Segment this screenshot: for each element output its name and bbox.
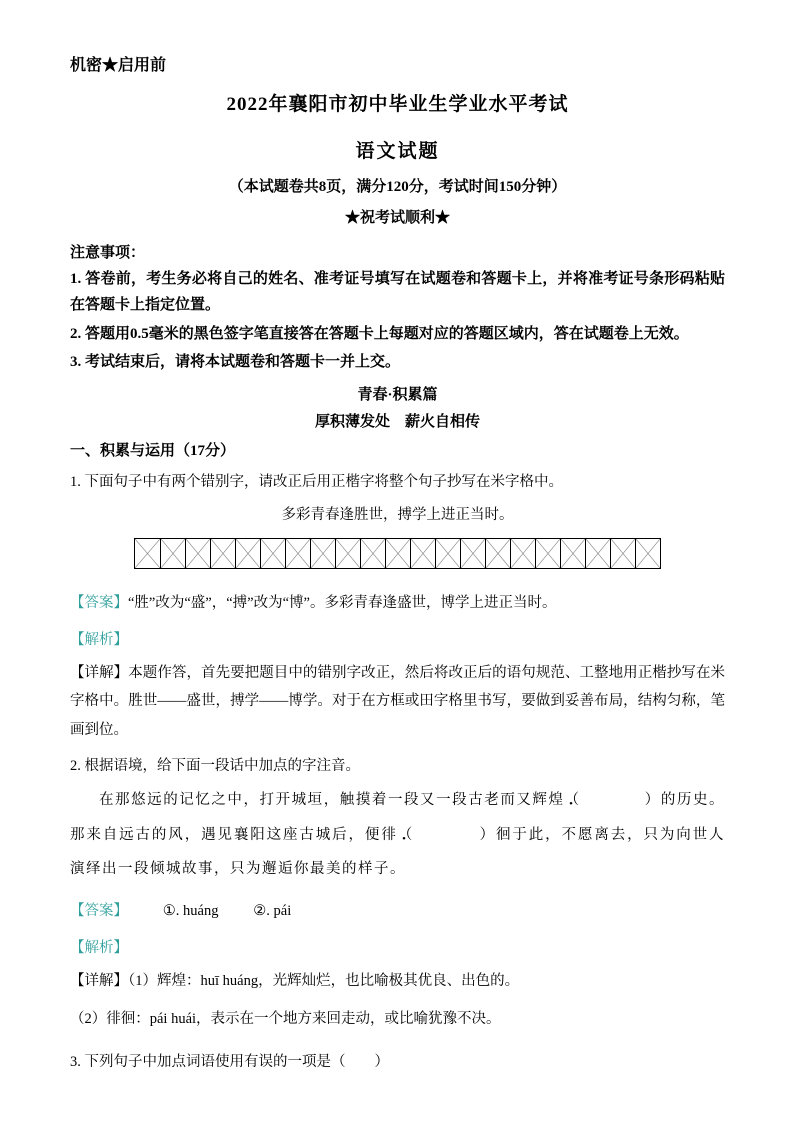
- grid-cell: [210, 539, 235, 568]
- grid-cell: [160, 539, 185, 568]
- notice-item-3: 3. 考试结束后，请将本试题卷和答题卡一并上交。: [70, 353, 401, 370]
- grid-cell: [585, 539, 610, 568]
- grid-cell: [360, 539, 385, 568]
- section-subtitle: 厚积薄发处 薪火自相传: [314, 414, 480, 430]
- answer-label: 【答案】: [70, 595, 128, 611]
- practice-sentence: 多彩青春逢胜世，搏学上进正当时。: [281, 507, 514, 523]
- analysis-label: 【解析】: [70, 940, 128, 957]
- grid-cell: [460, 539, 485, 568]
- section-title: 青春·积累篇: [357, 387, 438, 403]
- grid-cell: [385, 539, 410, 568]
- question-3-prompt: 3. 下列句子中加点词语使用有误的一项是（ ）: [70, 1053, 389, 1070]
- grid-cell: [485, 539, 510, 568]
- q1-detail-text: 【详解】本题作答，首先要把题目中的错别字改正，然后将改正后的语句规范、工整地用正楷抄写在米字格中。胜世——盛世，搏学——博学。对于在方框或田字格里书写，要做到妥善布局，结构匀称，笔画到位。: [70, 665, 725, 738]
- grid-cell: [510, 539, 535, 568]
- grid-cell: [610, 539, 635, 568]
- part-heading: 一、积累与运用（17分）: [70, 443, 236, 459]
- pinyin-answer-2: ②. pái: [253, 903, 292, 920]
- q2-detail-text-1: 【详解】（1）辉煌：huī huáng，光辉灿烂，也比喻极其优良、出色的。: [70, 973, 520, 990]
- subject-title: 语文试题: [355, 141, 440, 162]
- passage-text-1: 在那悠远的记忆之中，打开城垣，触摸着一段又一段古老而又辉: [99, 791, 549, 808]
- notice-item-1: 1. 答卷前，考生务必将自己的姓名、准考证号填写在试题卷和答题卡上，并将准考证号条形码粘贴在答题卡上指定位置。: [70, 271, 725, 314]
- grid-cell: [335, 539, 360, 568]
- classification-label: 机密★启用前: [70, 57, 167, 74]
- dotted-character-huang: 煌: [548, 791, 565, 808]
- writing-grid: [134, 538, 661, 569]
- passage-text-3: （ ）徊于此，不愿离去，只为向世人演绎出一段倾城故事，只为邂逅你最美的样子。: [70, 826, 726, 878]
- q2-passage: [70, 783, 725, 887]
- q2-answer-line: [70, 899, 725, 920]
- grid-cell: [285, 539, 310, 568]
- notice-item-2: 2. 答题用0.5毫米的黑色签字笔直接答在答题卡上每题对应的答题区域内，答在试题卷上无效。: [70, 325, 689, 342]
- grid-cell: [185, 539, 210, 568]
- q1-analysis-line: [70, 628, 725, 649]
- q2-analysis-line: [70, 936, 725, 957]
- grid-cell: [560, 539, 585, 568]
- grid-cell: [135, 539, 160, 568]
- question-1-prompt: 1. 下面句子中有两个错别字，请改正后用正楷字将整个句子抄写在米字格中。: [70, 474, 563, 490]
- exam-info: （本试题卷共8页，满分120分，考试时间150分钟）: [228, 179, 567, 195]
- grid-cell: [260, 539, 285, 568]
- q2-detail-text-2: （2）徘徊：pái huái，表示在一个地方来回走动，或比喻犹豫不决。: [70, 1011, 501, 1028]
- grid-cell: [310, 539, 335, 568]
- exam-wish: ★祝考试顺利★: [344, 210, 450, 226]
- grid-cell: [635, 539, 660, 568]
- exam-title: 2022年襄阳市初中毕业生学业水平考试: [226, 94, 569, 115]
- grid-cell: [535, 539, 560, 568]
- q1-answer-line: [70, 591, 725, 612]
- dotted-character-pai: 徘: [381, 826, 398, 843]
- answer-label: 【答案】: [70, 903, 128, 920]
- passage-text-2: （ ）的历史。那来自远古的风，遇见襄阳这座古城后，便: [70, 791, 726, 843]
- pinyin-answer-1: ①. huáng: [162, 903, 219, 920]
- answer-text: “胜”改为“盛”，“搏”改为“博”。多彩青春逢盛世，博学上进正当时。: [128, 595, 557, 611]
- notice-heading: 注意事项：: [70, 245, 146, 261]
- question-2-prompt: 2. 根据语境，给下面一段话中加点的字注音。: [70, 757, 360, 774]
- grid-cell: [235, 539, 260, 568]
- analysis-label: 【解析】: [70, 632, 128, 648]
- grid-cell: [435, 539, 460, 568]
- grid-cell: [410, 539, 435, 568]
